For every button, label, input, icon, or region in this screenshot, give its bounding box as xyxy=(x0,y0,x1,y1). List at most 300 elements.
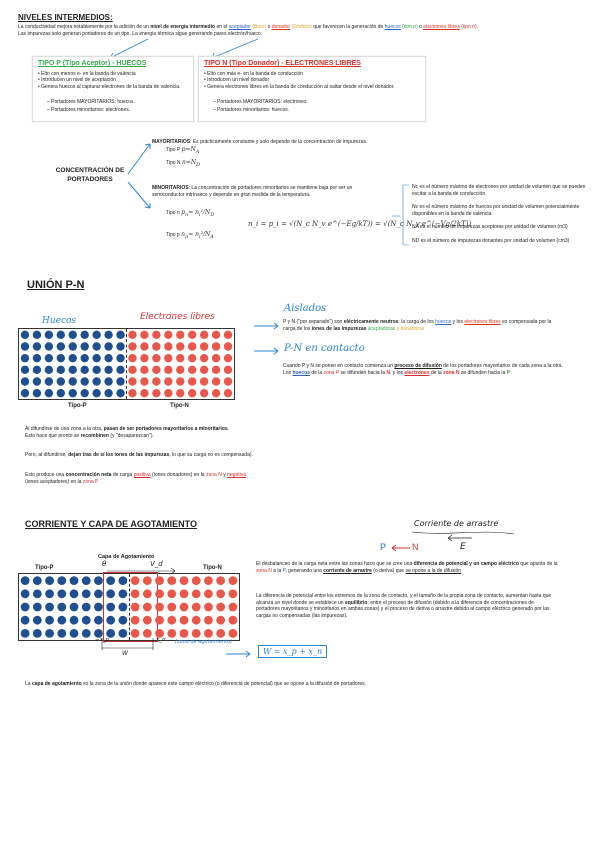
xp-label: −x_p xyxy=(95,637,110,643)
p3-i: (iones aceptadores) en la xyxy=(25,478,83,485)
aislados-arrow-icon xyxy=(254,321,284,331)
np1-e: (Boro) xyxy=(250,24,267,30)
depletion-electron-dot xyxy=(131,589,140,598)
pn-hole-dot xyxy=(92,366,100,374)
depletion-electron-dot xyxy=(131,616,140,625)
pn-electron-dot xyxy=(152,354,160,362)
p1-d: Esto hace que pronto se xyxy=(25,432,81,439)
np1-m: electrones libres xyxy=(423,24,460,30)
pn-electron-dot xyxy=(128,331,136,339)
pn-hole-dot xyxy=(69,366,77,374)
pn-hole-dot xyxy=(57,389,65,397)
pn-electron-dot xyxy=(140,366,148,374)
pn-hole-dot xyxy=(21,342,29,350)
con-m: zona N xyxy=(443,369,460,376)
pn-hole-dot xyxy=(104,377,112,385)
r1-c: que apunta de la xyxy=(518,561,558,567)
depletion-hole-dot xyxy=(45,576,54,585)
tipo-n-d2: – Portadores minoritarios: huecos. xyxy=(213,107,290,113)
mayoritarios-tipo-n xyxy=(166,160,200,169)
depletion-electron-dot xyxy=(216,616,225,625)
tipo-p-d1: – Portadores MAYORITARIOS: huecos. xyxy=(47,99,135,105)
depletion-electron-dot xyxy=(180,616,189,625)
field-arrow-icon xyxy=(390,543,412,553)
depletion-electron-dot xyxy=(143,589,152,598)
np1-n: (tipo n). xyxy=(459,24,479,30)
pn-electron-dot xyxy=(200,354,208,362)
np1-d: aceptador xyxy=(228,24,251,30)
pn-hole-dot xyxy=(21,377,29,385)
depletion-electron-dot xyxy=(204,576,213,585)
xn-label: x_n xyxy=(156,637,166,643)
depletion-electron-dot xyxy=(228,629,237,638)
con-a: Cuando P y N se ponen en contacto comienza un xyxy=(283,363,395,369)
pn-electron-dot xyxy=(164,389,172,397)
pn-junction-grid xyxy=(18,328,235,400)
depletion-electron-dot xyxy=(192,603,201,612)
depletion-hole-dot xyxy=(118,629,127,638)
r1-e: a la xyxy=(271,567,283,574)
tipo-n-b2: • Introducen un nivel donador xyxy=(204,77,270,83)
depletion-hole-dot xyxy=(118,576,127,585)
tipo-p-d2: – Portadores minoritarios: electrones. xyxy=(47,107,131,113)
mayoritarios-b: : Es prácticamente constante y solo depende de la concentración de impurezas. xyxy=(190,139,368,145)
depletion-hole-dot xyxy=(106,576,115,585)
depletion-electron-dot xyxy=(155,603,164,612)
depletion-hole-dot xyxy=(21,616,30,625)
pn-hole-dot xyxy=(116,331,124,339)
depletion-hole-dot xyxy=(33,589,42,598)
r1-h: corriente de arrastre xyxy=(323,567,372,574)
pn-electron-dot xyxy=(224,342,232,350)
depletion-dots xyxy=(19,574,239,640)
depletion-electron-dot xyxy=(131,629,140,638)
con-h: se difunden hacia la xyxy=(339,369,387,376)
pn-hole-dot xyxy=(33,331,41,339)
depletion-hole-dot xyxy=(57,629,66,638)
r2-b: equilibrio xyxy=(344,599,368,606)
contacto-arrow-icon xyxy=(254,346,284,356)
minoritarios-b: : La concentración de portadores minoritarios se mantiene baja por ser un xyxy=(188,185,353,191)
corriente-p1 xyxy=(256,561,561,574)
tipo-n-d1: – Portadores MAYORITARIOS: electrones. xyxy=(213,99,308,105)
r2-c: : entre el proceso de difusión (debido a la diferencia de concentraciones de portadores mayoritarios y minoritarios en ambas zonas) y el proceso de deriva o arrastre debido al campo eléctrico generado por las cargas no compensadas (las impurezas). xyxy=(256,599,550,619)
b-a: La xyxy=(25,681,32,687)
ais-g: es compensada por la carga de los xyxy=(283,319,552,332)
depletion-electron-dot xyxy=(155,616,164,625)
depletion-hole-dot xyxy=(118,589,127,598)
pn-electron-dot xyxy=(212,389,220,397)
np1-a: La conductividad mejora notablemente por la adición de un xyxy=(18,24,151,30)
pn-electron-dot xyxy=(212,354,220,362)
depletion-hole-dot xyxy=(82,603,91,612)
ais-e: y los xyxy=(451,319,465,325)
pn-electron-dot xyxy=(152,342,160,350)
pn-electron-dot xyxy=(188,342,196,350)
pn-dots xyxy=(19,329,234,399)
ais-h: iones de las impurezas xyxy=(311,325,367,332)
pn-electron-dot xyxy=(128,389,136,397)
tipo-n-box xyxy=(198,56,426,122)
w-arrow-icon xyxy=(226,649,256,659)
depletion-electron-dot xyxy=(143,629,152,638)
depletion-electron-dot xyxy=(192,576,201,585)
minoritarios-a: MINORITARIOS xyxy=(152,185,189,191)
p3-f: zona N xyxy=(205,472,222,478)
depletion-hole-dot xyxy=(33,603,42,612)
depletion-hole-dot xyxy=(106,616,115,625)
con-f: de la xyxy=(309,369,324,376)
p3-b: concentración neta xyxy=(65,472,112,478)
mayoritarios-line xyxy=(152,139,452,146)
mayoritarios-a: MAYORITARIOS xyxy=(152,139,191,145)
r1-f: P xyxy=(282,567,286,574)
n-label: N xyxy=(412,542,419,552)
np1-g: donador xyxy=(271,24,291,30)
huecos-label: Huecos xyxy=(42,316,77,326)
depletion-electron-dot xyxy=(143,603,152,612)
pn-electron-dot xyxy=(140,377,148,385)
con-k: electrones xyxy=(404,369,430,376)
p1-e: recombinen xyxy=(80,432,109,439)
ais-j: y donadoras xyxy=(395,325,425,332)
pn-hole-dot xyxy=(92,342,100,350)
pn-electron-dot xyxy=(164,331,172,339)
p2-c: , lo que su carga no es compensada). xyxy=(169,452,253,458)
depletion-hole-dot xyxy=(57,616,66,625)
r1-j: se opone a la de difusión xyxy=(405,567,462,574)
depletion-hole-dot xyxy=(94,603,103,612)
contacto-heading: P-N en contacto xyxy=(284,343,365,354)
depletion-electron-dot xyxy=(155,576,164,585)
theta-label: θ xyxy=(102,560,107,568)
pn-hole-dot xyxy=(57,354,65,362)
ais-c: : la carga de los xyxy=(398,319,436,325)
pn-electron-dot xyxy=(176,354,184,362)
tipo-p-title: TIPO P (Tipo Aceptor) - HUECOS xyxy=(38,60,147,67)
depletion-electron-dot xyxy=(143,576,152,585)
pn-electron-dot xyxy=(200,389,208,397)
pn-electron-dot xyxy=(188,377,196,385)
pn-electron-dot xyxy=(128,366,136,374)
e-vector-icon xyxy=(446,533,476,543)
p2-b: dejan tras de sí los iones de las impurezas xyxy=(68,452,170,458)
pn-electron-dot xyxy=(140,342,148,350)
depletion-hole-dot xyxy=(57,603,66,612)
pn-hole-dot xyxy=(69,354,77,362)
pn-electron-dot xyxy=(176,389,184,397)
pn-hole-dot xyxy=(21,331,29,339)
depletion-electron-dot xyxy=(228,616,237,625)
pn-hole-dot xyxy=(33,366,41,374)
ais-b: eléctricamente neutros xyxy=(343,319,399,325)
corriente-title: CORRIENTE Y CAPA DE AGOTAMIENTO xyxy=(25,519,198,529)
pn-hole-dot xyxy=(45,331,53,339)
p3-a: Esto produce una xyxy=(25,472,66,478)
pn-electron-dot xyxy=(212,331,220,339)
pn-electron-dot xyxy=(176,377,184,385)
pn-hole-dot xyxy=(92,389,100,397)
np1-i: que favorecen la generación de xyxy=(311,24,385,30)
aislados-text xyxy=(283,319,553,332)
depletion-electron-dot xyxy=(131,576,140,585)
e-label: E xyxy=(460,542,466,552)
union-pn-title: UNIÓN P-N xyxy=(27,279,85,291)
min-tipo-p-formula-icon: $n_p\approx n_i^2/N_A$ xyxy=(181,231,214,241)
depletion-electron-dot xyxy=(180,589,189,598)
depletion-electron-dot xyxy=(216,576,225,585)
pn-hole-dot xyxy=(21,389,29,397)
con-c: de los portadores mayoritarios de cada zona a la otra. xyxy=(441,363,563,369)
p3-j: zona P xyxy=(82,478,99,485)
pn-electron-dot xyxy=(176,366,184,374)
depletion-hole-dot xyxy=(45,589,54,598)
pn-hole-dot xyxy=(92,354,100,362)
con-d: Los xyxy=(283,369,293,376)
pn-hole-dot xyxy=(92,377,100,385)
depletion-hole-dot xyxy=(106,603,115,612)
union-p2 xyxy=(25,452,425,459)
depletion-electron-dot xyxy=(167,629,176,638)
min-tipo-p-label: Tipo p xyxy=(166,232,180,238)
pn-electron-dot xyxy=(224,331,232,339)
minoritarios-line-1 xyxy=(152,185,392,192)
pn-hole-dot xyxy=(104,331,112,339)
pn-hole-dot xyxy=(116,366,124,374)
con-g: zona P xyxy=(323,369,340,376)
np1-j: huecos xyxy=(384,24,401,30)
pn-electron-dot xyxy=(224,366,232,374)
depletion-electron-dot xyxy=(167,589,176,598)
depletion-hole-dot xyxy=(94,576,103,585)
vd-label: V_d xyxy=(150,560,163,568)
p3-g: y xyxy=(221,472,228,478)
pn-electron-dot xyxy=(152,377,160,385)
ais-i: aceptadoras xyxy=(366,325,396,332)
w-formula-box: W = x_p + x_n xyxy=(258,645,327,658)
tipo-n-b1: • Elto con más e- en la banda de conducción xyxy=(204,71,304,77)
p2-a: Pero, al difundirse, xyxy=(25,452,69,458)
pn-hole-dot xyxy=(104,366,112,374)
depletion-electron-dot xyxy=(180,603,189,612)
depletion-electron-dot xyxy=(204,603,213,612)
depletion-hole-dot xyxy=(118,616,127,625)
pn-electron-dot xyxy=(176,342,184,350)
pn-electron-dot xyxy=(212,366,220,374)
contacto-text xyxy=(283,363,568,376)
depletion-hole-dot xyxy=(94,616,103,625)
pn-electron-dot xyxy=(140,389,148,397)
depletion-hole-dot xyxy=(45,629,54,638)
pn-electron-dot xyxy=(224,377,232,385)
depletion-hole-dot xyxy=(45,616,54,625)
pn-hole-dot xyxy=(80,331,88,339)
depletion-hole-dot xyxy=(21,603,30,612)
pn-hole-dot xyxy=(116,342,124,350)
p1-f: (y "desaparezcan"). xyxy=(108,432,154,439)
np1-c: en el xyxy=(215,24,229,30)
r1-g: , generando una xyxy=(285,567,324,574)
pn-electron-dot xyxy=(200,377,208,385)
depletion-hole-dot xyxy=(57,589,66,598)
np1-l: o xyxy=(417,24,424,30)
tipo-n-label: Tipo-N xyxy=(170,403,189,409)
depletion-hole-dot xyxy=(118,603,127,612)
pn-electron-dot xyxy=(200,366,208,374)
pn-hole-dot xyxy=(116,389,124,397)
may-tipo-p-label: Tipo P xyxy=(166,147,181,153)
pn-hole-dot xyxy=(80,377,88,385)
pn-electron-dot xyxy=(140,331,148,339)
depletion-electron-dot xyxy=(155,589,164,598)
pn-hole-dot xyxy=(116,354,124,362)
depletion-electron-dot xyxy=(192,629,201,638)
depletion-electron-dot xyxy=(143,616,152,625)
con-i: N xyxy=(386,369,390,376)
pn-electron-dot xyxy=(152,389,160,397)
may-tipo-n-formula-icon: $n\approx N_D$ xyxy=(181,159,201,169)
def-na: NA es el número de impurezas aceptoras por unidad de volumen (m3) xyxy=(412,224,568,230)
pn-electron-dot xyxy=(188,331,196,339)
pn-hole-dot xyxy=(21,354,29,362)
depletion-hole-dot xyxy=(33,576,42,585)
depletion-hole-dot xyxy=(21,589,30,598)
pn-hole-dot xyxy=(80,354,88,362)
pn-hole-dot xyxy=(116,377,124,385)
depletion-hole-dot xyxy=(33,629,42,638)
depletion-electron-dot xyxy=(192,589,201,598)
tipo-p-box xyxy=(32,56,194,122)
pn-electron-dot xyxy=(164,377,172,385)
con-l: de la xyxy=(429,369,444,376)
con-j: , y los xyxy=(389,369,405,376)
zona-agotamiento-label: (zona de agotamiento) xyxy=(175,639,233,645)
pn-electron-dot xyxy=(176,331,184,339)
depletion-electron-dot xyxy=(216,603,225,612)
niveles-paragraph-2: Las impurezas solo generan portadores de un tipo. La energía térmica sigue generando pares electrón/hueco. xyxy=(18,31,263,37)
pn-electron-dot xyxy=(140,354,148,362)
p1-a: Al difundirse de una zona a la otra, xyxy=(25,426,104,432)
def-nv: Nv es el número máximo de huecos por unidad de volumen potencialmente disponibles en la banda de valencia. xyxy=(412,204,580,217)
pn-hole-dot xyxy=(69,377,77,385)
pn-electron-dot xyxy=(164,366,172,374)
pn-hole-dot xyxy=(33,389,41,397)
pn-electron-dot xyxy=(200,331,208,339)
pn-electron-dot xyxy=(128,354,136,362)
min-tipo-n-label: Tipo n xyxy=(166,210,180,216)
pn-hole-dot xyxy=(69,389,77,397)
ais-d: huecos xyxy=(435,319,452,325)
depletion-electron-dot xyxy=(228,603,237,612)
minoritarios-tipo-p xyxy=(166,232,214,241)
con-n: se difunden hacia la xyxy=(459,369,507,376)
depletion-electron-dot xyxy=(204,616,213,625)
capa-agotamiento-label: Capa de Agotamiento xyxy=(98,554,155,560)
pn-hole-dot xyxy=(33,377,41,385)
pn-hole-dot xyxy=(45,389,53,397)
np1-h: (Fósforo) xyxy=(290,24,312,30)
depletion-hole-dot xyxy=(70,616,79,625)
r1-d: zona N xyxy=(256,567,272,574)
pn-electron-dot xyxy=(152,366,160,374)
np1-k: (tipo p) xyxy=(400,24,418,30)
depletion-grid xyxy=(18,573,240,641)
def-nc: Nc es el número máximo de electrones por unidad de volumen que se pueden excitar a la banda de conducción. xyxy=(412,184,586,197)
depletion-electron-dot xyxy=(228,576,237,585)
depletion-hole-dot xyxy=(21,576,30,585)
pn-electron-dot xyxy=(152,331,160,339)
depletion-hole-dot xyxy=(82,589,91,598)
depletion-hole-dot xyxy=(45,603,54,612)
pn-electron-dot xyxy=(188,366,196,374)
w-label: W xyxy=(122,650,128,657)
pn-hole-dot xyxy=(80,366,88,374)
tipo-n-b3: • Genera electrones libres en la banda de conducción al saltar desde el nivel donador. xyxy=(204,84,395,90)
depletion-hole-dot xyxy=(70,589,79,598)
con-o: P xyxy=(506,369,511,376)
depletion-electron-dot xyxy=(131,603,140,612)
min-tipo-n-formula-icon: $p_n\approx n_i^2/N_D$ xyxy=(181,209,215,219)
pn-electron-dot xyxy=(200,342,208,350)
minoritarios-line-2: semiconductor intrínseco y depende en gran medida de la temperatura. xyxy=(152,192,311,198)
depletion-electron-dot xyxy=(228,589,237,598)
depletion-hole-dot xyxy=(57,576,66,585)
pn-hole-dot xyxy=(21,366,29,374)
depletion-hole-dot xyxy=(33,616,42,625)
pn-electron-dot xyxy=(128,377,136,385)
p3-d: positiva xyxy=(133,472,151,478)
p3-h: negativa xyxy=(227,472,246,478)
pn-hole-dot xyxy=(92,331,100,339)
r1-a: El desbalanceo de la carga neta entre las zonas hace que se cree una xyxy=(256,561,414,567)
intrinsic-formula: n_i = p_i = √(N_c N_v e^(−Eg/kT)) = √(N_c N_v e^(−Vg/2kT)) xyxy=(248,220,472,228)
p3-c: de carga xyxy=(111,472,134,478)
may-tipo-p-formula-icon: $p\approx N_A$ xyxy=(181,146,200,156)
depletion-electron-dot xyxy=(167,603,176,612)
pn-hole-dot xyxy=(80,389,88,397)
pn-electron-dot xyxy=(212,377,220,385)
union-p3 xyxy=(25,472,425,485)
p-label: P xyxy=(380,542,387,552)
pn-hole-dot xyxy=(57,377,65,385)
r1-b: diferencia de potencial y un campo eléctrico xyxy=(413,561,519,567)
np1-f: o xyxy=(266,24,272,30)
pn-hole-dot xyxy=(57,331,65,339)
electrones-label: Electrones libres xyxy=(140,312,215,322)
pn-hole-dot xyxy=(104,354,112,362)
depletion-electron-dot xyxy=(167,576,176,585)
r2-a: La diferencia de potencial entre los extremos de la zona de contacto, y el tamaño de la propia zona de contacto, aumentan hasta que alcanza un nivel donde se establece un xyxy=(256,593,552,606)
concentracion-l2: PORTADORES xyxy=(67,176,113,183)
pn-hole-dot xyxy=(80,342,88,350)
depletion-electron-dot xyxy=(204,589,213,598)
pn-hole-dot xyxy=(45,377,53,385)
corriente-p2 xyxy=(256,593,556,619)
pn-electron-dot xyxy=(212,342,220,350)
tipo-p-b3: • Genera huecos al capturar electrones de la banda de valencia. xyxy=(38,84,181,90)
niveles-title: NIVELES INTERMEDIOS: xyxy=(18,13,113,22)
b-b: capa de agotamiento xyxy=(31,681,82,687)
tipo-p-label: Tipo-P xyxy=(68,403,87,409)
union-p1 xyxy=(25,426,425,439)
depletion-electron-dot xyxy=(216,589,225,598)
pn-electron-dot xyxy=(164,342,172,350)
pn-electron-dot xyxy=(128,342,136,350)
may-tipo-n-label: Tipo N xyxy=(166,160,181,166)
pn-electron-dot xyxy=(224,354,232,362)
depletion-hole-dot xyxy=(70,603,79,612)
aislados-heading: Aislados xyxy=(284,303,327,314)
